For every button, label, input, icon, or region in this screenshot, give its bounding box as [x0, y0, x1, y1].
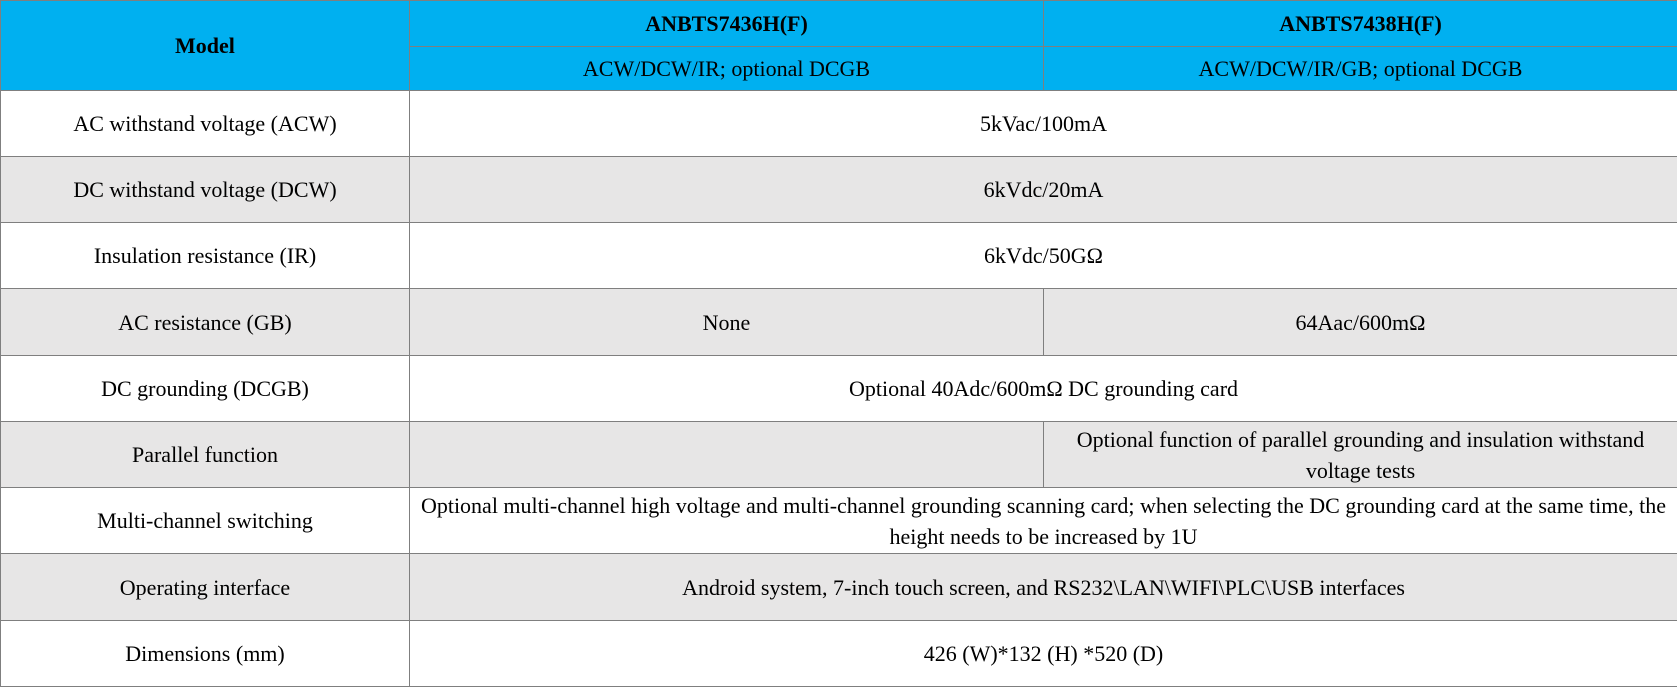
table-row: [1, 620, 1677, 686]
table-row: [1, 421, 1677, 487]
row-label: Insulation resistance (IR): [1, 223, 410, 289]
row-label: Parallel function: [1, 421, 410, 487]
model-name-7438: ANBTS7438H(F): [1044, 1, 1677, 47]
table-row: [1, 355, 1677, 421]
row-value: 6kVdc/20mA: [410, 156, 1677, 222]
table-row: [1, 488, 1677, 554]
row-value-7438: 64Aac/600mΩ: [1044, 289, 1677, 355]
row-value: 6kVdc/50GΩ: [410, 223, 1677, 289]
row-value-7436: None: [410, 289, 1044, 355]
header-row-models: [1, 1, 1677, 47]
row-label: AC withstand voltage (ACW): [1, 90, 410, 156]
model-functions-7436: ACW/DCW/IR; optional DCGB: [410, 46, 1044, 90]
table-row: [1, 156, 1677, 222]
table-row: [1, 289, 1677, 355]
row-value: 5kVac/100mA: [410, 90, 1677, 156]
table-row: [1, 223, 1677, 289]
table-row: [1, 90, 1677, 156]
model-header-cell: Model: [1, 1, 410, 91]
row-label: DC grounding (DCGB): [1, 355, 410, 421]
row-label: AC resistance (GB): [1, 289, 410, 355]
row-label: Dimensions (mm): [1, 620, 410, 686]
row-value: Android system, 7-inch touch screen, and RS232\LAN\WIFI\PLC\USB interfaces: [410, 554, 1677, 620]
row-label: Operating interface: [1, 554, 410, 620]
table-row: [1, 554, 1677, 620]
row-label: DC withstand voltage (DCW): [1, 156, 410, 222]
row-value-7436: [410, 421, 1044, 487]
row-value: Optional 40Adc/600mΩ DC grounding card: [410, 355, 1677, 421]
row-value: 426 (W)*132 (H) *520 (D): [410, 620, 1677, 686]
model-functions-7438: ACW/DCW/IR/GB; optional DCGB: [1044, 46, 1677, 90]
row-value-7438: Optional function of parallel grounding and insulation withstand voltage tests: [1044, 421, 1677, 487]
row-label: Multi-channel switching: [1, 488, 410, 554]
row-value: Optional multi-channel high voltage and multi-channel grounding scanning card; when selecting the DC grounding card at the same time, the height needs to be increased by 1U: [410, 488, 1677, 554]
model-name-7436: ANBTS7436H(F): [410, 1, 1044, 47]
